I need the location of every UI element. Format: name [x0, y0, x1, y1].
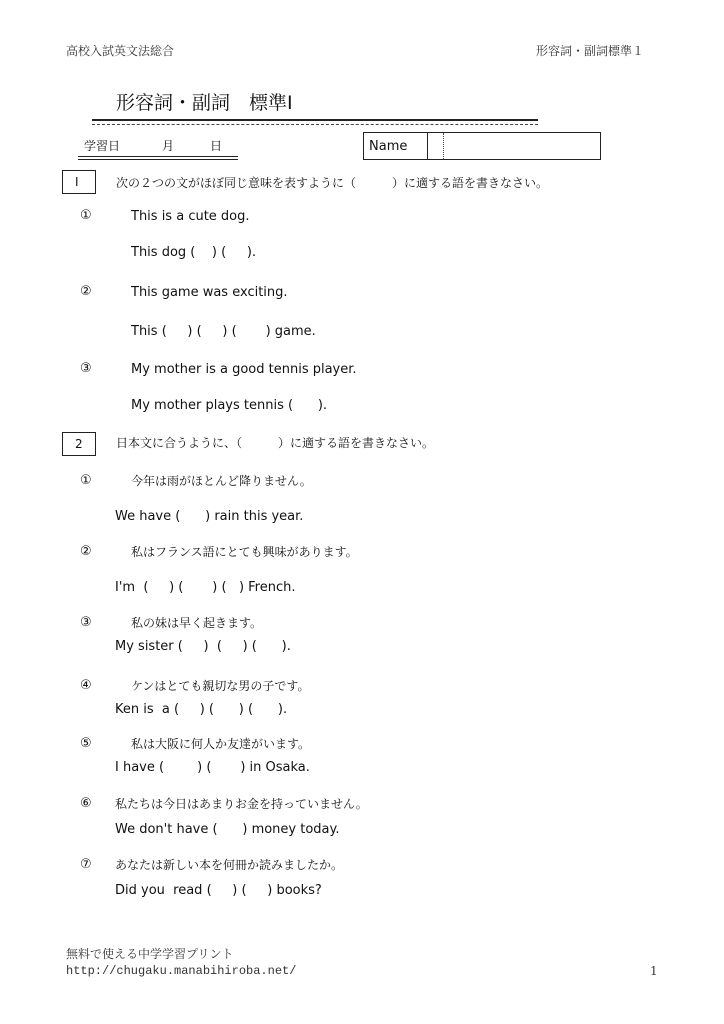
page-number: 1 — [650, 964, 658, 978]
item-number: ② — [80, 544, 92, 559]
section2-instruction: 日本文に合うように、（ ）に適する語を書きなさい。 — [116, 436, 435, 450]
english-sentence: Ken is a ( ) ( ) ( ). — [115, 702, 288, 717]
item-number: ② — [80, 284, 92, 299]
japanese-sentence: あなたは新しい本を何冊か読みましたか。 — [115, 858, 344, 872]
sentence-a: This is a cute dog. — [131, 209, 250, 224]
item-number: ③ — [80, 615, 92, 630]
date-month: 月 — [162, 139, 175, 153]
section2-number-box — [62, 432, 96, 456]
footer-url[interactable]: http://chugaku.manabihiroba.net/ — [66, 964, 297, 978]
date-underline — [78, 156, 238, 160]
footer-site-name: 無料で使える中学学習プリント — [66, 947, 234, 961]
item-number: ① — [80, 473, 92, 488]
japanese-sentence: 私はフランス語にとても興味があります。 — [131, 545, 358, 559]
sentence-b: This ( ) ( ) ( ) game. — [131, 324, 316, 339]
item-number: ④ — [80, 678, 92, 693]
english-sentence: I'm ( ) ( ) ( ) French. — [115, 580, 296, 595]
date-day: 日 — [210, 139, 223, 153]
name-label: Name — [369, 139, 408, 154]
section2-number: 2 — [75, 437, 83, 451]
japanese-sentence: 私たちは今日はあまりお金を持っていません。 — [115, 797, 368, 811]
section1-number: Ⅰ — [75, 175, 79, 189]
sentence-b: My mother plays tennis ( ). — [131, 398, 328, 413]
item-number: ⑦ — [80, 857, 92, 872]
english-sentence: We don't have ( ) money today. — [115, 822, 340, 837]
sentence-a: My mother is a good tennis player. — [131, 362, 357, 377]
header-left: 高校入試英文法総合 — [66, 44, 175, 58]
japanese-sentence: 今年は雨がほとんど降りません。 — [131, 474, 312, 488]
sentence-b: This dog ( ) ( ). — [131, 245, 257, 260]
item-number: ③ — [80, 361, 92, 376]
name-dotted-divider — [443, 133, 444, 159]
japanese-sentence: 私は大阪に何人か友達がいます。 — [131, 737, 311, 751]
date-label: 学習日 — [84, 139, 121, 153]
japanese-sentence: ケンはとても親切な男の子です。 — [131, 679, 310, 693]
english-sentence: My sister ( ) ( ) ( ). — [115, 639, 291, 654]
page-title: 形容詞・副詞 標準Ⅰ — [116, 92, 293, 114]
japanese-sentence: 私の妹は早く起きます。 — [131, 616, 263, 630]
name-box[interactable] — [363, 132, 601, 160]
name-divider — [427, 133, 428, 159]
header-right: 形容詞・副詞標準１ — [536, 44, 645, 58]
title-underline — [92, 119, 538, 125]
item-number: ⑤ — [80, 736, 92, 751]
section1-instruction: 次の２つの文がほぼ同じ意味を表すように（ ）に適する語を書きなさい。 — [116, 176, 549, 190]
english-sentence: I have ( ) ( ) in Osaka. — [115, 760, 310, 775]
sentence-a: This game was exciting. — [131, 285, 288, 300]
section1-number-box — [62, 170, 96, 194]
item-number: ⑥ — [80, 796, 92, 811]
english-sentence: Did you read ( ) ( ) books? — [115, 883, 322, 898]
item-number: ① — [80, 208, 92, 223]
english-sentence: We have ( ) rain this year. — [115, 509, 304, 524]
